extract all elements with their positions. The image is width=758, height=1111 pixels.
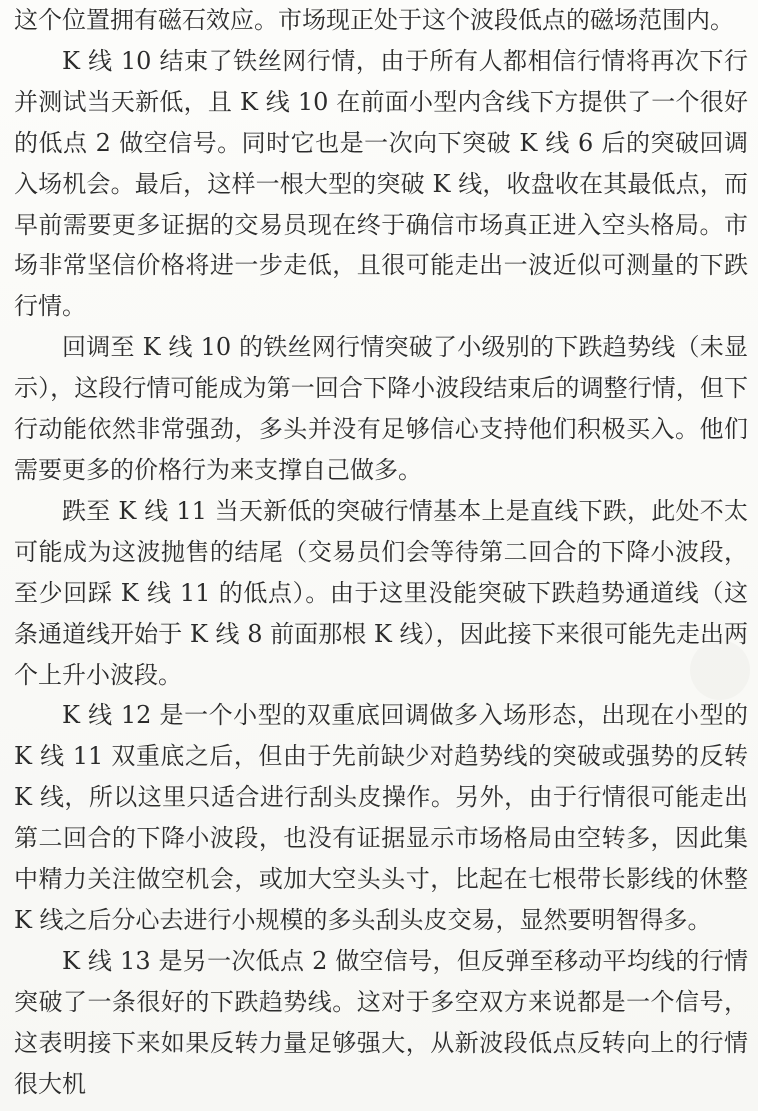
paragraph-k13: K 线 13 是另一次低点 2 做空信号，但反弹至移动平均线的行情突破了一条很好的下跌趋势线。这对于多空双方来说都是一个信号，这表明接下来如果反转力量足够强大，从新波段低点反转向上的行情很大机 — [14, 946, 748, 1098]
paragraph-pullback-k10: 回调至 K 线 10 的铁丝网行情突破了小级别的下跌趋势线（未显示），这段行情可能成为第一回合下降小波段结束后的调整行情，但下行动能依然非常强劲，多头并没有足够信心支持他们积极买入。他们需要更多的价格行为来支撑自己做多。 — [14, 333, 748, 484]
paragraph-k11: 跌至 K 线 11 当天新低的突破行情基本上是直线下跌，此处不太可能成为这波抛售的结尾（交易员们会等待第二回合的下降小波段，至少回踩 K 线 11 的低点）。由于这里没能突破下跌趋势通道线（这条通道线开始于 K 线 8 前面那根 K 线），因此接下来很可能先走出两个上升小波段。 — [14, 496, 748, 689]
paragraph-k10: K 线 10 结束了铁丝网行情，由于所有人都相信行情将再次下行并测试当天新低，且 K 线 10 在前面小型内含线下方提供了一个很好的低点 2 做空信号。同时它也是一次向下突破 K 线 6 后的突破回调入场机会。最后，这样一根大型的突破 K 线，收盘收在其最低点，而早前需要更多证据的交易员现在终于确信市场真正进入空头格局。市场非常坚信价格将进一步走低，且很可能走出一波近似可测量的下跌行情。 — [14, 46, 748, 321]
paragraph-k12: K 线 12 是一个小型的双重底回调做多入场形态，出现在小型的 K 线 11 双重底之后，但由于先前缺少对趋势线的突破或强势的反转 K 线，所以这里只适合进行刮头皮操作。另外，由于行情很可能走出第二回合的下降小波段，也没有证据显示市场格局由空转多，因此集中精力关注做空机会，或加大空头头寸，比起在七根带长影线的休整 K 线之后分心去进行小规模的多头刮头皮交易，显然要明智得多。 — [14, 701, 748, 934]
body-text — [14, 0, 748, 1104]
paragraph-continuation: 这个位置拥有磁石效应。市场现正处于这个波段低点的磁场范围内。 — [14, 6, 734, 34]
